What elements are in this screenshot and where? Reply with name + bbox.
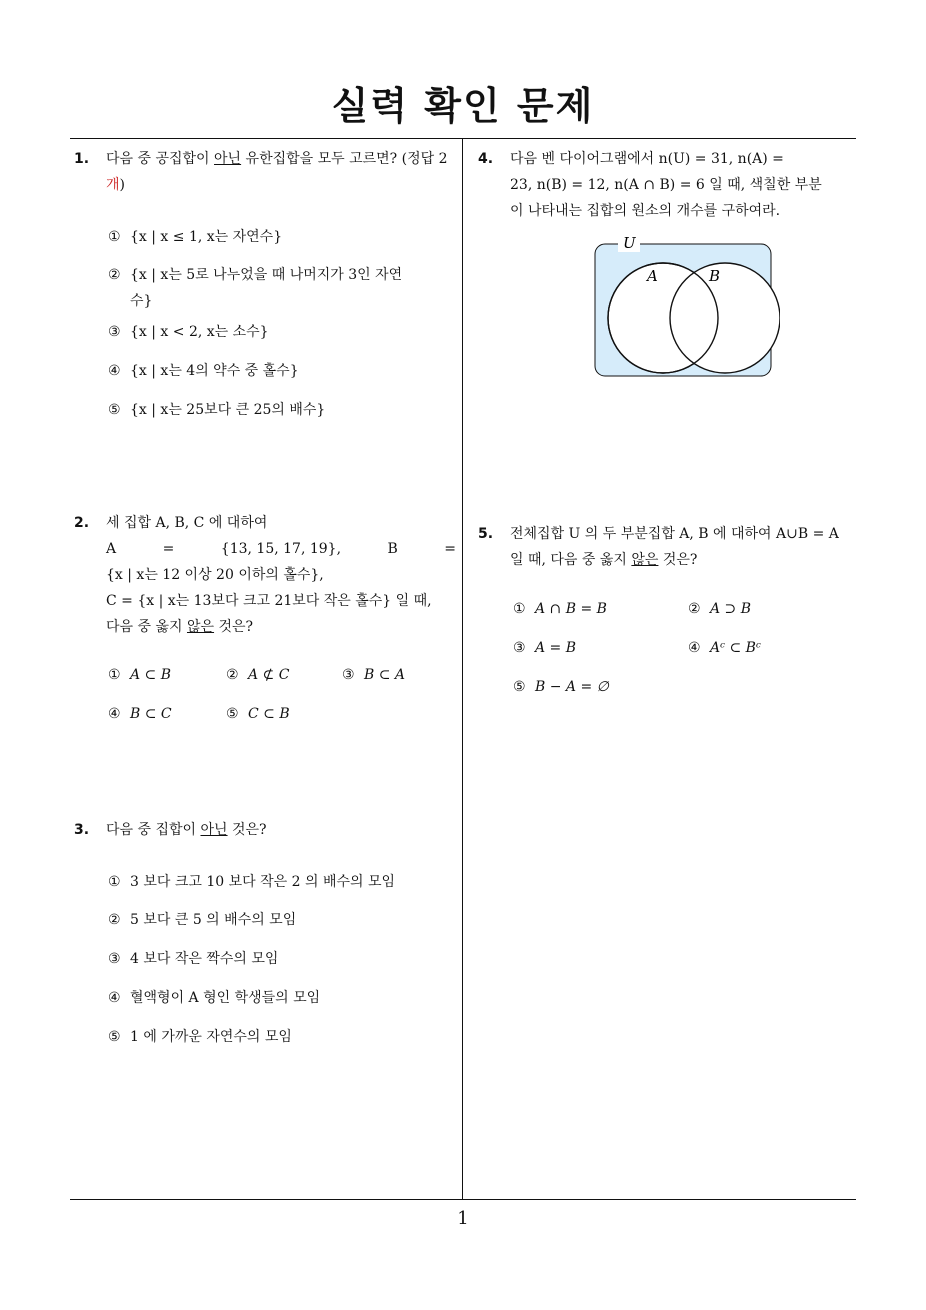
set-b-label: B [709, 267, 721, 285]
q3-option-3[interactable]: ③ 4 보다 작은 짝수의 모임 [108, 951, 279, 967]
universe-label: U [623, 234, 636, 252]
q5-option-5[interactable]: ⑤ B − A = ∅ [513, 679, 609, 695]
question-line: C = {x | x는 13보다 크고 21보다 작은 홀수} 일 때, [106, 593, 432, 609]
question-text: 다음 벤 다이어그램에서 n(U) = 31, n(A) = [510, 151, 784, 167]
q5-option-3[interactable]: ③ A = B [513, 640, 577, 656]
question-line: 23, n(B) = 12, n(A ∩ B) = 6 일 때, 색칠한 부분 [510, 177, 822, 193]
question-3 [74, 817, 456, 843]
question-text: 다음 중 집합이 아닌 것은? [106, 822, 267, 838]
q2-option-3[interactable]: ③ B ⊂ A [342, 667, 406, 683]
set-b-circle [670, 263, 780, 373]
question-1 [74, 146, 456, 198]
question-5 [478, 521, 858, 573]
bottom-rule [70, 1199, 856, 1200]
q1-option-2[interactable]: ② {x | x는 5로 나누었을 때 나머지가 3인 자연 [108, 267, 403, 283]
q1-option-5[interactable]: ⑤ {x | x는 25보다 큰 25의 배수} [108, 402, 326, 418]
question-number: 2. [74, 515, 90, 531]
question-2 [74, 510, 456, 640]
q1-option-4[interactable]: ④ {x | x는 4의 약수 중 홀수} [108, 363, 299, 379]
question-text: 전체집합 U 의 두 부분집합 A, B 에 대하여 A∪B = A [510, 526, 839, 542]
q1-option-1[interactable]: ① {x | x ≤ 1, x는 자연수} [108, 229, 283, 245]
q5-option-1[interactable]: ① A ∩ B = B [513, 601, 607, 617]
q1-option-3[interactable]: ③ {x | x < 2, x는 소수} [108, 324, 269, 340]
question-line: A = {13, 15, 17, 19}, B = [106, 541, 456, 557]
question-line: 일 때, 다음 중 옳지 않은 것은? [510, 552, 698, 568]
question-line: {x | x는 12 이상 20 이하의 홀수}, [106, 567, 324, 583]
q3-option-4[interactable]: ④ 혈액형이 A 형인 학생들의 모임 [108, 990, 321, 1006]
q2-option-1[interactable]: ① A ⊂ B [108, 667, 172, 683]
top-rule [70, 138, 856, 139]
question-number: 5. [478, 526, 494, 542]
column-divider [462, 138, 463, 1200]
q2-option-2[interactable]: ② A ⊄ C [226, 667, 290, 683]
question-text: 다음 중 공집합이 아닌 유한집합을 모두 고르면? (정답 2개) [106, 151, 448, 193]
set-a-label: A [647, 267, 658, 285]
question-number: 3. [74, 822, 90, 838]
question-text: 세 집합 A, B, C 에 대하여 [106, 515, 268, 531]
page-title: 실력 확인 문제 [331, 84, 595, 128]
question-line: 이 나타내는 집합의 원소의 개수를 구하여라. [510, 203, 781, 219]
q3-option-1[interactable]: ① 3 보다 크고 10 보다 작은 2 의 배수의 모임 [108, 874, 396, 890]
question-line: 다음 중 옳지 않은 것은? [106, 619, 254, 635]
q5-option-2[interactable]: ② A ⊃ B [688, 601, 752, 617]
question-number: 4. [478, 151, 494, 167]
page-number: 1 [457, 1208, 469, 1229]
q5-option-4[interactable]: ④ Aᶜ ⊂ Bᶜ [688, 640, 761, 656]
question-4 [478, 146, 858, 224]
q2-option-4[interactable]: ④ B ⊂ C [108, 706, 172, 722]
question-number: 1. [74, 151, 90, 167]
q3-option-2[interactable]: ② 5 보다 큰 5 의 배수의 모임 [108, 912, 297, 928]
q3-option-5[interactable]: ⑤ 1 에 가까운 자연수의 모임 [108, 1029, 292, 1045]
q1-option-2-cont: 수} [130, 293, 153, 309]
q2-option-5[interactable]: ⑤ C ⊂ B [226, 706, 290, 722]
venn-diagram [590, 232, 780, 382]
